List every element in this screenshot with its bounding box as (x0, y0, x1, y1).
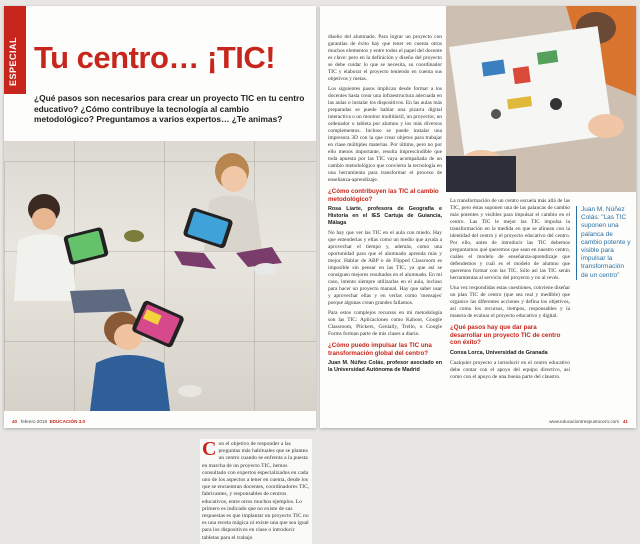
answer-2-text: La transformación de un centro escuela más allá de las TIC, pero éstas suponen una de las palancas de cambio más potentes y visibles para impulsar el cambio en el centro. Las TIC le mejor las TIC impulsa la transformación en la medida en que se alinean con la identidad del centro y el proyecto educativo del centro. Por ello, antes de introducir las TIC debemos preguntarnos qué queremos que sean en nuestro centro, cuáles el modelo de enseñanza-aprendizaje que defendemos y cuál es el modelo de alumno que queremos formar con las TIC. Sólo así las TIC serán herramientas al servicio del proyecto y no al revés. (450, 198, 570, 281)
answer-2-text-2: Una vez respondidas estas cuestiones, conviene diseñar un plan TIC de centro (que sea real y medible) que organice las diferentes acciones y defina los objetivos, así como los recursos, tiempos, responsables y la manera de evaluar el proyecto educativo y digital. (450, 285, 570, 319)
article-title: Tu centro… ¡TIC! (34, 40, 276, 75)
question-3: ¿Qué pasos hay que dar para desarrollar un proyecto TIC de centro con éxito? (450, 324, 561, 347)
col1-paragraph-2: Los siguientes pasos implican desde formar a los docentes hasta crear una infraestructura adecuada en las aulas o instalar los dispositivos. En las aulas más preparadas se puede hablar una pizarra digital interactiva o un monitor multitáctil, un proyector, un ordenador o tableta por alumno y los más diversos complementos. Incluso se puede instalar una impresora 3D con la que crear objetos para trabajar en clase múltiples materias. Por último, pero no por ello menos importante, resulta imprescindible que toda apuesta por las TIC vaya acompañada de un cambio metodológico que convierta la tecnología en una herramienta para transformar el proceso de enseñanza-aprendizaje. (328, 86, 442, 183)
question-2: ¿Cómo puedo impulsar las TIC una transformación global del centro? (328, 342, 432, 357)
section-tab (4, 6, 26, 94)
intro-body: on el objetivo de responder a las preguntas más habituales que se plantea un centro cuando se enfrenta a la puesta en marcha de un proyecto TIC, hemos consultado con expertos especializados en cada uno de los aspectos a tener en cuenta, desde los que se encuentran docentes, coordinadores TIC, fabricantes, y responsables de centros educativos, entre otros muchos ejemplos. Lo primero es indicado que no existe de sus respuestas es que implantar un proyecto TIC no es una receta mágica ni existe una que sea igual para los dispositivos en clase o introducir tabletas para el trabajo (202, 441, 310, 541)
answer-3-text: Cualquier proyecto a introducir en el centro educativo debe contar con el apoyo del equipo directivo, así como con el apoyo de una buena parte del claustro. (450, 359, 570, 380)
column-1 (328, 34, 442, 377)
right-footer (549, 419, 628, 424)
question-1: ¿Cómo contribuyen las TIC al cambio metodológico? (328, 188, 439, 203)
classroom-illustration (446, 6, 636, 192)
magazine-brand: EDUCACIÓN 3.0 (49, 419, 86, 424)
intro-paragraph (200, 439, 312, 544)
website-url: www.educaciontrespuntocero.com (549, 419, 620, 424)
answer-1-text-2: Para estos complejos recursos en mi metodología son las TIC: Aplicaciones como Kahoot, Google Classroom, Plickers, Genially, Trello, o Google Forms forman parte de mis clases a diario. (328, 310, 442, 338)
classroom-photo (446, 6, 636, 192)
page-number-left: 40 (12, 419, 18, 424)
article-lead: ¿Qué pasos son necesarios para crear un proyecto TIC en tu centro educativo? ¿Cómo contribuye la tecnología al cambio metodológico? Preguntamos a varios expertos… ¿Te animas? (34, 93, 305, 125)
answer-2-author: Juan M. Núñez Colás, profesor asociado en la Universidad Autónoma de Madrid (328, 360, 442, 374)
issue-date: febrero 2019 (20, 419, 48, 424)
left-footer (12, 419, 85, 424)
drop-cap: C (202, 438, 217, 460)
answer-3-author: Conxa Lorca, Universidad de Granada (450, 349, 548, 356)
col1-intro: diseño del alumnado. Para lograr un proyecto con garantías de éxito hay que tener en cuenta otros muchos elementos y entre todos el papel del docente es clave: pero en la definición y diseño del proyecto se debe cuidar lo que se necesita, su coordinador TIC y elaborar el proyecto teniendo en cuenta sus objetivos y metas. (328, 34, 442, 82)
children-illustration (4, 141, 316, 411)
answer-1-text: No hay que ver las TIC en el aula con miedo. Hay que entenderlas y ellas como un medio que ayuda a aprovechar el tiempo y, además, como una oportunidad para que el alumnado aprenda más y mejor. Hablar de ABP o de Flipped Classroom es imposible sin pensar en las TIC, ya que así se consiguen mejores resultados en el alumnado. En mi caso, intento siempre utilizarlas en el aula, incluso para hacer un proyecto manual. Hay que saber usar y aprovechar ellas y en verlas como 'mensajes' porque algunas crean grandes fallamos. (328, 230, 442, 307)
section-label: ESPECIAL (8, 36, 18, 86)
pull-quote: Juan M. Núñez Colás: "Las TIC suponen una palanca de cambio potente y visible para impulsar la transformación de un centro" (576, 206, 632, 280)
left-page (4, 6, 316, 541)
right-page (320, 6, 636, 428)
page-number-right: 41 (622, 419, 628, 424)
column-2 (450, 198, 570, 384)
answer-1-author: Rosa Liarte, profesora de Geografía e Historia en el IES Cartuja de Guiancia, Málaga (328, 206, 442, 227)
